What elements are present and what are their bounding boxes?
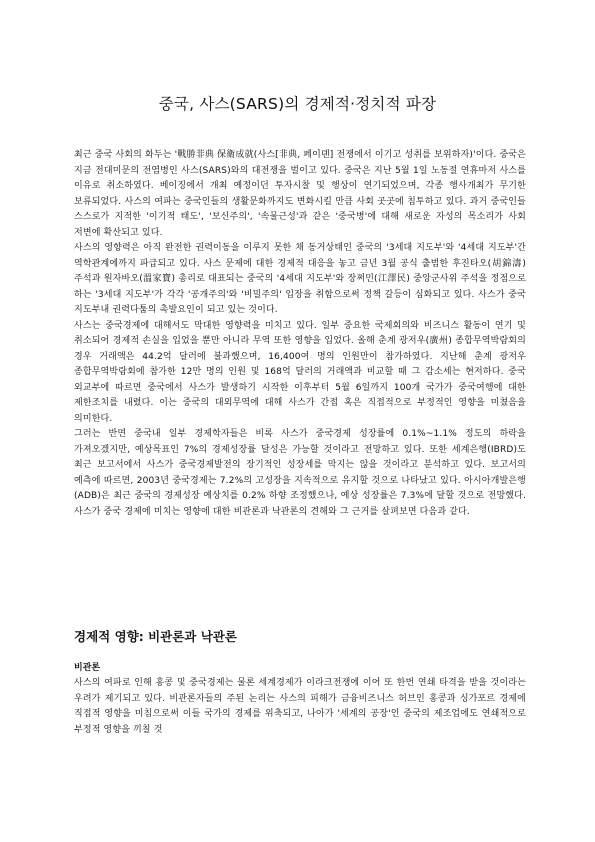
subsection-heading: 비관론	[74, 663, 101, 673]
section-heading: 경제적 영향: 비관론과 낙관론	[74, 629, 237, 644]
paragraph-1: 최근 중국 사회의 화두는 '戰勝非典 保衛成就(사스[非典, 페이뎬] 전쟁에서 이기고 성취를 보위하자)'이다. 중국은 지금 전대미문의 전염병인 사스(SARS)와의 대전쟁을 벌이고 있다. 중국은 지난 5월 1일 노동절 연휴마저 사스를 이유로 취소하였다. 베이징에서 개최 예정이던 투자시찰 및 행상이 연기되었으며, 각종 행사개최가 무기한 보류되었다. 사스의 여파는 중국인들의 생활문화까지도 변화시킬 만큼 사회 곳곳에 침투하고 있다. 과거 중국인들 스스로가 지적한 '이기적 태도', '보신주의', '속물근성'과 같은 '중국병'에 대해 새로운 자성의 목소리가 사회 저변에 확산되고 있다.	[74, 150, 526, 238]
body-text	[74, 148, 526, 520]
paragraph-3: 사스는 중국경제에 대해서도 막대한 영향력을 미치고 있다. 일부 중요한 국제회의와 비즈니스 활동이 연기 및 취소되어 경제적 손실을 입었을 뿐만 아니라 무역 또한 영향을 입었다. 올해 춘계 광저우(廣州) 종합무역박람회의 경우 거래액은 44.2억 달러에 불과했으며, 16,400여 명의 인원만이 참가하였다. 지난해 춘계 광저우 종합무역박람회에 참가한 12만 명의 인원 및 168억 달러의 거래액과 비교할 때 그 감소세는 현저하다. 중국 외교부에 따르면 중국에서 사스가 발생하기 시작한 이후부터 5월 6일까지 100개 국가가 중국여행에 대한 제한조치를 내렸다. 이는 중국의 대외무역에 대해 사스가 간접 혹은 직접적으로 부정적인 영향을 미쳤음을 의미한다.	[74, 320, 526, 424]
subsection	[74, 660, 526, 738]
document-title: 중국, 사스(SARS)의 경제적·정치적 파장	[158, 95, 437, 113]
paragraph-4: 그러는 반면 중국내 일부 경제학자들은 비록 사스가 중국경제 성장률에 0.1%~1.1% 정도의 하락을 가져오겠지만, 예상목표인 7%의 경제성장률 달성은 가능할 것이라고 전망하고 있다. 또한 세계은행(IBRD)도 최근 보고서에서 사스가 중국경제발전의 장기적인 성장세를 막지는 않을 것이라고 분석하고 있다. 보고서의 예측에 따르면, 2003년 중국경제는 7.2%의 고성장을 지속적으로 유지할 것으로 나타났고 있다. 아시아개발은행(ADB)은 최근 중국의 경제성장 예상치를 0.2% 하향 조정했으나, 예상 성장률은 7.3%에 달할 것으로 전망했다. 사스가 중국 경제에 미치는 영향에 대한 비관론과 낙관론의 견해와 그 근거를 살펴보면 다음과 같다.	[74, 429, 526, 517]
subsection-paragraph: 사스의 여파로 인해 홍콩 및 중국경제는 물론 세계경제가 이라크전쟁에 이어 또 한번 연쇄 타격을 받을 것이라는 우려가 제기되고 있다. 비관론자들의 주된 논리는 사스의 피해가 금융비즈니스 허브인 홍콩과 싱가포르 경제에 직접적 영향을 미침으로써 이들 국가의 경제를 위축되고, 나아가 '세계의 공장'인 중국의 제조업에도 연쇄적으로 부정적 영향을 끼칠 것	[74, 678, 526, 735]
paragraph-2: 사스의 영향력은 아직 완전한 권력이동을 이루지 못한 채 동거상태인 중국의 '3세대 지도부'와 '4세대 지도부'간 역학관계에까지 파급되고 있다. 사스 문제에 대한 경제적 대응을 놓고 금년 3월 공식 출범한 후진타오(胡錦濤) 주석과 원자바오(溫家寶) 총리로 대표되는 중국의 '4세대 지도부'와 장쩌민(江澤民) 중앙군사위 주석을 정점으로 하는 '3세대 지도부'가 각각 '공개주의'와 '비밀주의' 입장을 취함으로써 정책 갈등이 심화되고 있다. 사스가 중국 지도부내 권력다툼의 촉발요인이 되고 있는 것이다.	[74, 243, 526, 315]
